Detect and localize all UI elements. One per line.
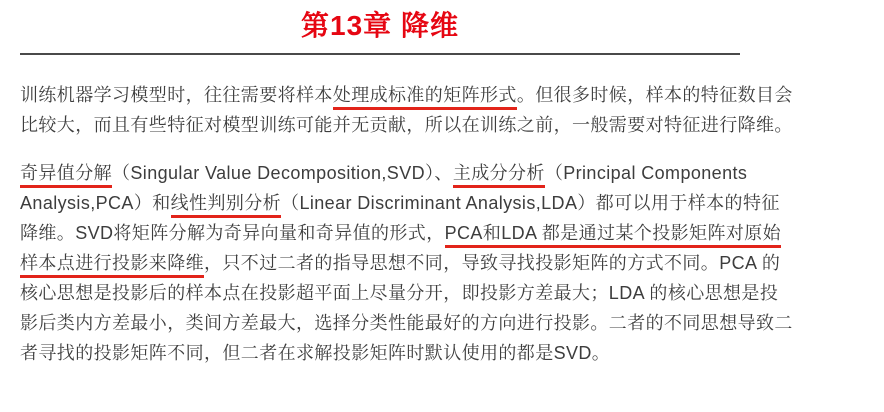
red-underlined-text: 主成分分析 — [453, 163, 545, 188]
paragraph-line — [20, 278, 779, 308]
paragraph-line — [20, 110, 793, 140]
text-segment: 降维。SVD将矩阵分解为奇异向量和奇异值的形式， — [20, 223, 445, 243]
paragraph-2 — [20, 158, 793, 368]
text-segment: 者寻找的投影矩阵不同，但二者在求解投影矩阵时默认使用的都是SVD。 — [20, 343, 611, 363]
paragraph-1 — [20, 80, 793, 140]
paragraph-line — [20, 248, 781, 278]
paragraph-line — [20, 338, 770, 368]
text-segment: 影后类内方差最小，类间方差最大，选择分类性能最好的方向进行投影。二者的不同思想导致二 — [20, 313, 793, 333]
chapter-title-rule — [20, 53, 740, 55]
text-segment: Analysis,PCA）和 — [20, 193, 171, 213]
red-underlined-text: 线性判别分析 — [171, 193, 281, 218]
chapter-header — [20, 8, 740, 44]
red-underlined-text: 处理成标准的矩阵形式 — [333, 85, 517, 110]
paragraph-line — [20, 158, 770, 188]
paragraph-line — [20, 218, 782, 248]
red-underlined-text: 样本点进行投影来降维 — [20, 253, 204, 278]
text-segment: 比较大，而且有些特征对模型训练可能并无贡献，所以在训练之前，一般需要对特征进行降维。 — [20, 115, 793, 135]
text-segment: （Singular Value Decomposition,SVD）、 — [112, 163, 453, 183]
text-segment: 核心思想是投影后的样本点在投影超平面上尽量分开，即投影方差最大；LDA 的核心思想是投 — [20, 283, 779, 303]
text-segment: 。但很多时候，样本的特征数目会 — [516, 85, 793, 105]
paragraph-line — [20, 308, 793, 338]
text-segment: 训练机器学习模型时，往往需要将样本 — [20, 85, 333, 105]
red-underlined-text: PCA和LDA 都是通过某个投影矩阵对原始 — [445, 223, 781, 248]
text-segment: ，只不过二者的指导思想不同，导致寻找投影矩阵的方式不同。PCA 的 — [204, 253, 781, 273]
chapter-title: 第13章 降维 — [301, 10, 459, 41]
text-segment: （Linear Discriminant Analysis,LDA）都可以用于样本的特征 — [281, 193, 780, 213]
text-segment: （Principal Components — [544, 163, 748, 183]
paragraph-line — [20, 188, 780, 218]
red-underlined-text: 奇异值分解 — [20, 163, 112, 188]
paragraph-line — [20, 80, 793, 110]
